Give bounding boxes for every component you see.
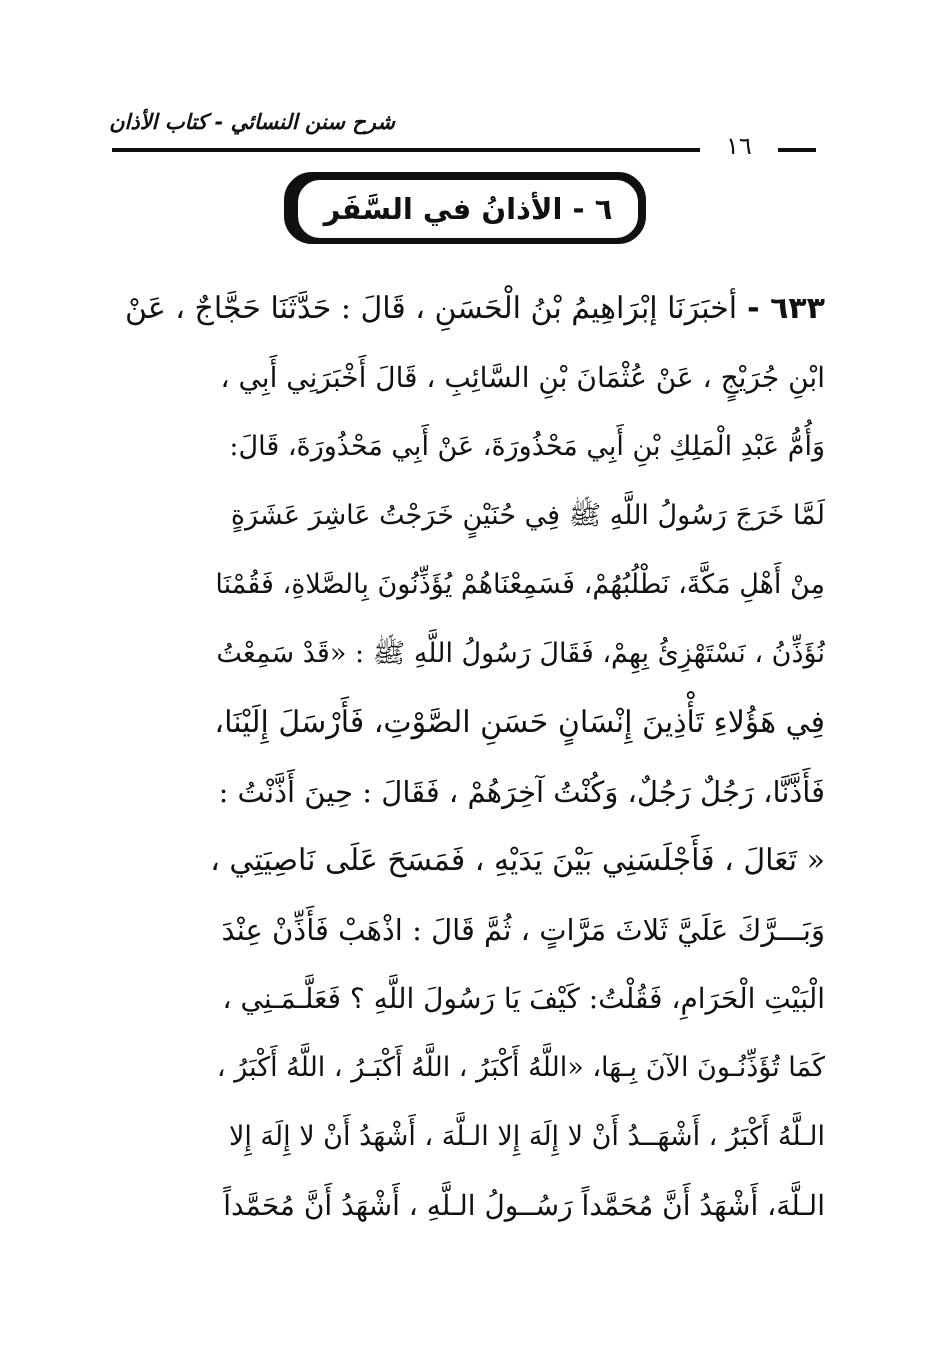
text-line: مِنْ أَهْلِ مَكَّةَ، نَطْلُبُهُمْ، فَسَمِعْنَاهُمْ يُؤَذِّنُونَ بِالصَّلاةِ، فَقُمْنَا [215,569,825,600]
text-line: الـلَّهَ، أَشْهَدُ أَنَّ مُحَمَّداً رَسُــولُ الـلَّهِ ، أَشْهَدُ أَنَّ مُحَمَّداً [223,1189,825,1222]
text-line: وَأُمُّ عَبْدِ الْمَلِكِ بْنِ أَبِي مَحْذُورَةَ، عَنْ أَبِي مَحْذُورَةَ، قَالَ: [229,431,825,462]
hadith-number: ٦٣٣ - [747,291,825,326]
text-line: نُؤَذِّنُ ، نَسْتَهْزِئُ بِهِمْ، فَقَالَ رَسُولُ اللَّهِ ﷺ : «قَدْ سَمِعْتُ [216,638,825,669]
header-rule [112,148,700,152]
text-line [110,274,825,344]
page-number: ١٦ [726,132,752,160]
text-line: الْبَيْتِ الْحَرَامِ، فَقُلْتُ: كَيْفَ يَا رَسُولَ اللَّهِ ؟ فَعَلَّـمَـنِي ، [222,982,825,1015]
text-line: « تَعَالَ ، فَأَجْلَسَنِي بَيْنَ يَدَيْهِ ، فَمَسَحَ عَلَى نَاصِيَتِي ، [210,843,825,878]
text-line: لَمَّا خَرَجَ رَسُولُ اللَّهِ ﷺ فِي حُنَيْنٍ خَرَجْتُ عَاشِرَ عَشَرَةٍ [230,500,825,531]
text-line: الـلَّهُ أَكْبَرُ ، أَشْهَــدُ أَنْ لا إِلَهَ إِلا الـلَّهَ ، أَشْهَدُ أَنْ لا إِلَهَ إِلا [228,1121,825,1152]
chapter-heading-box [296,178,640,240]
text-line: وَبَـــرَّكَ عَلَيَّ ثَلاثَ مَرَّاتٍ ، ثُمَّ قَالَ : اذْهَبْ فَأَذِّنْ عِنْدَ [221,913,825,947]
page-number-dash [778,148,816,152]
text-line: فِي هَؤُلاءِ تَأْذِينَ إِنْسَانٍ حَسَنِ الصَّوْتِ، فَأَرْسَلَ إِلَيْنَا، [214,705,825,740]
page-header [0,108,935,160]
text-line: فَأَذَّنَّا، رَجُلٌ رَجُلٌ، وَكُنْتُ آخِرَهُمْ ، فَقَالَ : حِينَ أَذَّنْتُ : [218,775,825,809]
chapter-title: ٦ - الأذانُ في السَّفَر [323,192,613,226]
text-line-content: أخبَرَنَا إبْرَاهِيمُ بْنُ الْحَسَنِ ، قَالَ : حَدَّثَنَا حَجَّاجٌ ، عَنْ [125,291,738,326]
text-line: ابْنِ جُرَيْجٍ ، عَنْ عُثْمَانَ بْنِ السَّائِبِ ، قَالَ أَخْبَرَنِي أَبِي ، [220,361,825,394]
running-title: شرح سنن النسائي - كتاب الأذان [109,110,395,134]
text-line: كَمَا تُؤَذِّنُـونَ الآنَ بِـهَا، «اللَّهُ أَكْبَرُ ، اللَّهُ أَكْبَـرُ ، اللَّهُ أَكْبَرُ ، [216,1052,825,1083]
